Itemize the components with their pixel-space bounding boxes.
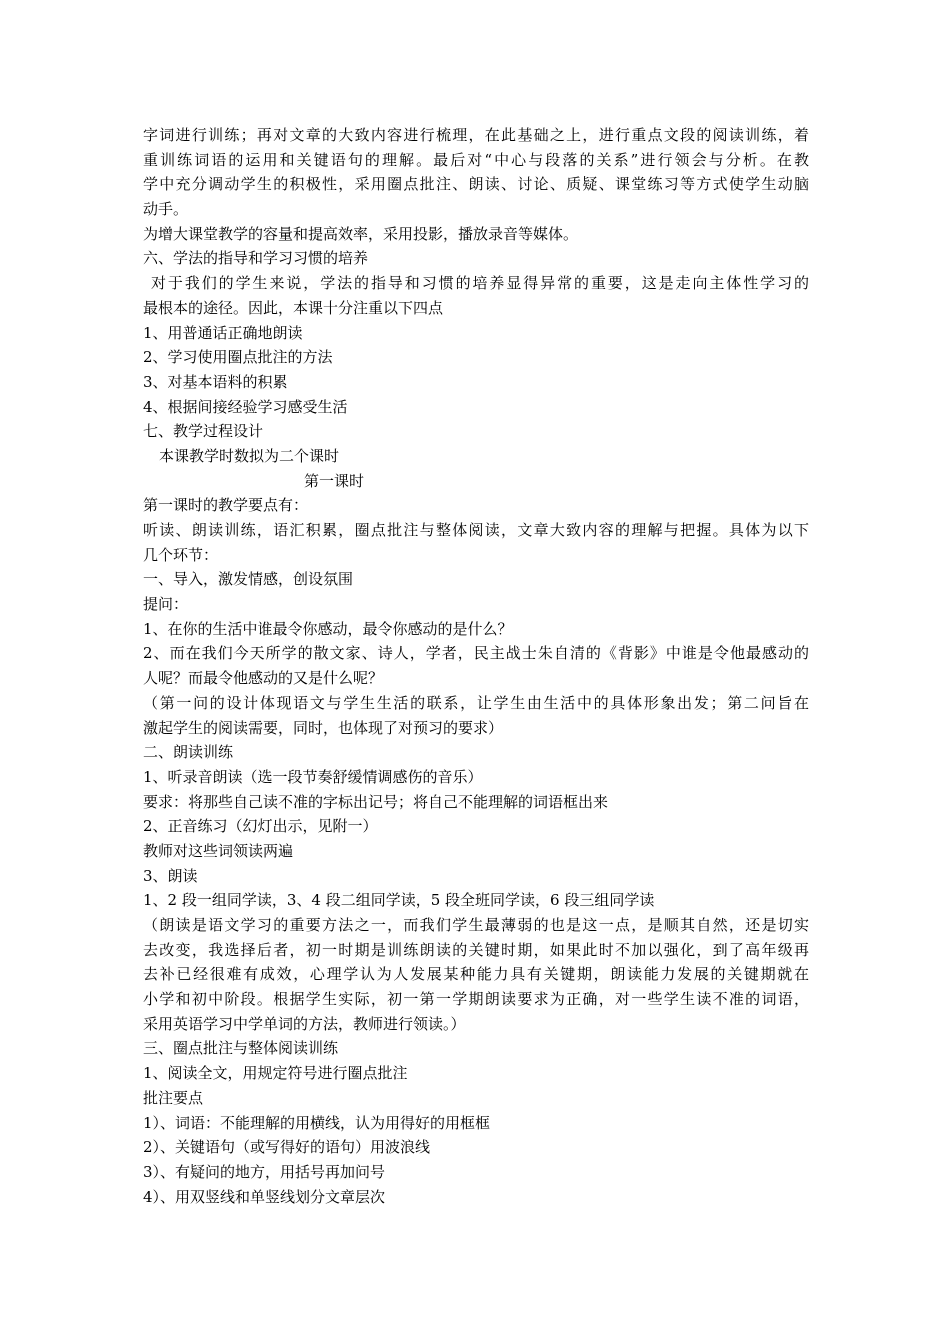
text-line: 学中充分调动学生的积极性，采用圈点批注、朗读、讨论、质疑、课堂练习等方式使学生动脑 (143, 175, 809, 194)
text-line: 1、2 段一组同学读，3、4 段二组同学读，5 段全班同学读，6 段三组同学读 (143, 891, 655, 910)
text-line: 2、正音练习（幻灯出示，见附一） (143, 817, 378, 836)
text-line: 3）、有疑问的地方，用括号再加问号 (143, 1162, 386, 1181)
text-line: 三、圈点批注与整体阅读训练 (143, 1039, 339, 1058)
text-line: 听读、朗读训练，语汇积累，圈点批注与整体阅读，文章大致内容的理解与把握。具体为以下 (143, 521, 809, 539)
text-line: 一、导入，激发情感，创设氛围 (143, 570, 354, 589)
text-line: 4）、用双竖线和单竖线划分文章层次 (143, 1187, 386, 1206)
document-body (143, 123, 809, 1209)
text-line: 字词进行训练；再对文章的大致内容进行梳理，在此基础之上，进行重点文段的阅读训练，着 (143, 126, 809, 144)
text-line: 六、学法的指导和学习习惯的培养 (143, 249, 369, 268)
text-line: 最根本的途径。因此，本课十分注重以下四点 (143, 298, 444, 317)
text-line: 去补已经很难有成效，心理学认为人发展某种能力具有关键期，朗读能力发展的关键期就在 (143, 965, 809, 984)
text-line: 1）、词语：不能理解的用横线，认为用得好的用框框 (143, 1113, 491, 1132)
text-line: 重训练词语的运用和关键语句的理解。最后对“中心与段落的关系”进行领会与分析。在教 (143, 150, 809, 169)
text-line: 第一课时 (304, 471, 365, 490)
text-line: 3、对基本语料的积累 (143, 372, 288, 391)
text-line: 对于我们的学生来说，学法的指导和习惯的培养显得异常的重要，这是走向主体性学习的 (151, 274, 809, 293)
text-line: 二、朗读训练 (143, 743, 234, 762)
text-line: （朗读是语文学习的重要方法之一，而我们学生最薄弱的也是这一点，是顺其自然，还是切实 (143, 916, 809, 934)
text-line: 1、阅读全文，用规定符号进行圈点批注 (143, 1064, 408, 1083)
text-line: 采用英语学习中学单词的方法，教师进行领读。） (143, 1014, 466, 1033)
text-line: 2、学习使用圈点批注的方法 (143, 348, 333, 367)
text-line: 提问： (143, 595, 189, 614)
text-line: 几个环节： (143, 545, 219, 564)
text-line: （第一问的设计体现语文与学生生活的联系，让学生由生活中的具体形象出发；第二问旨在 (143, 693, 809, 712)
text-line: 本课教学时数拟为二个课时 (159, 446, 340, 465)
text-line: 4、根据间接经验学习感受生活 (143, 397, 348, 416)
text-line: 激起学生的阅读需要，同时，也体现了对预习的要求） (143, 718, 504, 737)
text-line: 2）、关键语句（或写得好的语句）用波浪线 (143, 1138, 431, 1157)
text-line: 批注要点 (143, 1088, 204, 1107)
text-line: 七、教学过程设计 (143, 422, 264, 441)
text-line: 教师对这些词领读两遍 (143, 841, 294, 860)
text-line: 小学和初中阶段。根据学生实际，初一第一学期朗读要求为正确，对一些学生读不准的词语， (143, 990, 809, 1009)
text-line: 第一课时的教学要点有： (143, 496, 309, 515)
text-line: 1、听录音朗读（选一段节奏舒缓情调感伤的音乐） (143, 767, 483, 786)
text-line: 2、而在我们今天所学的散文家、诗人，学者，民主战士朱自清的《背影》中谁是令他最感动的 (143, 644, 809, 663)
text-line: 人呢？而最令他感动的又是什么呢？ (143, 669, 384, 688)
text-line: 1、用普通话正确地朗读 (143, 323, 303, 342)
text-line: 去改变，我选择后者，初一时期是训练朗读的关键时期，如果此时不加以强化，到了高年级再 (143, 940, 809, 959)
text-line: 要求：将那些自己读不准的字标出记号；将自己不能理解的词语框出来 (143, 792, 609, 811)
text-line: 为增大课堂教学的容量和提高效率，采用投影，播放录音等媒体。 (143, 224, 579, 243)
text-line: 1、在你的生活中谁最令你感动，最令你感动的是什么？ (143, 619, 513, 638)
text-line: 动手。 (143, 200, 189, 219)
text-line: 3、朗读 (143, 866, 198, 885)
